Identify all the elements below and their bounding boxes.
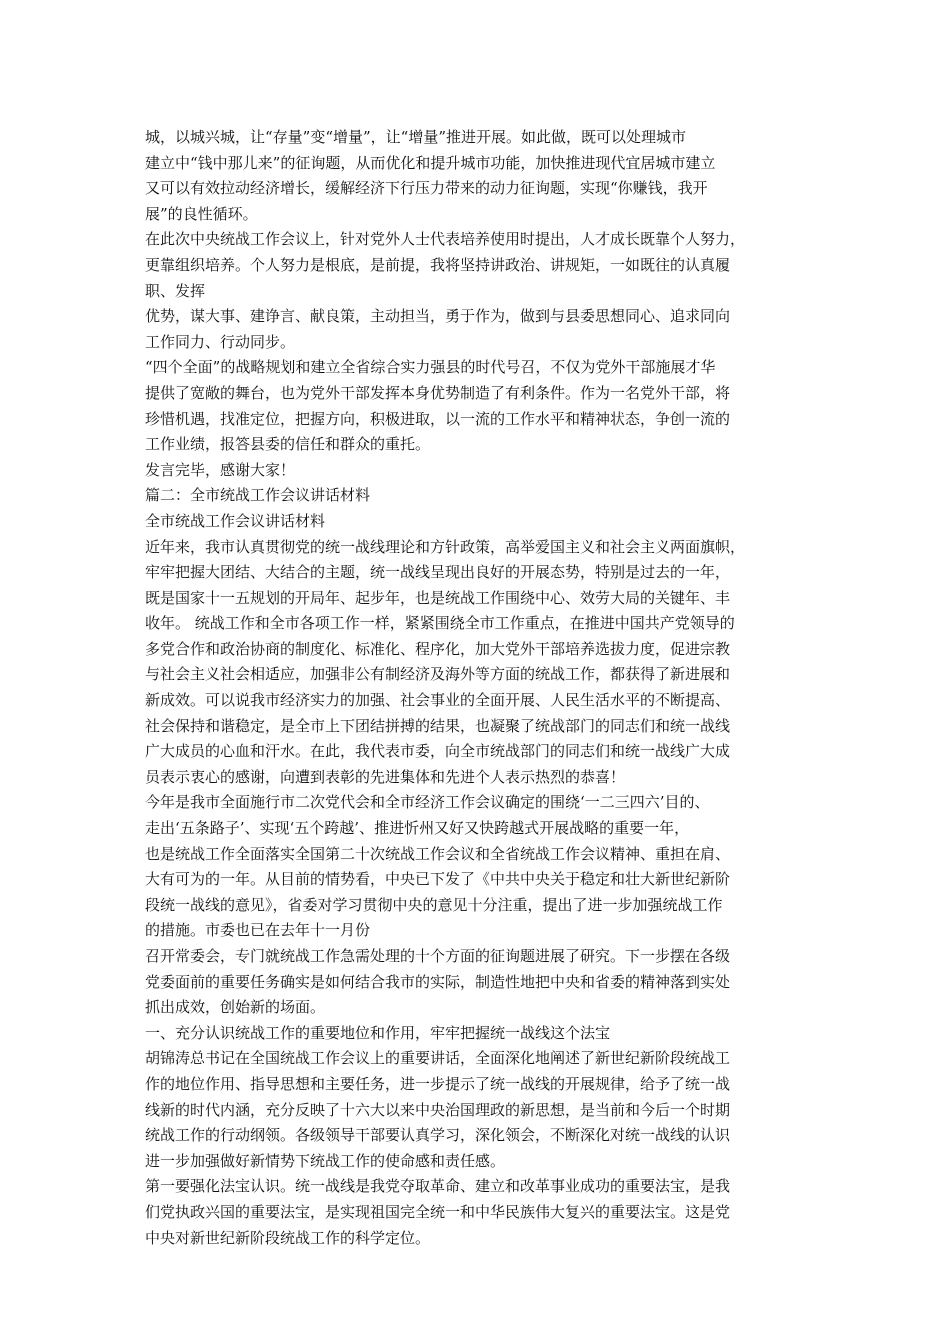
- text-line: 抓出成效，创始新的场面。: [145, 998, 326, 1017]
- text-line: 中央对新世纪新阶段统战工作的科学定位。: [145, 1228, 431, 1247]
- text-line: 职、发挥: [145, 281, 206, 300]
- document-body: [145, 125, 813, 1251]
- text-line: 广大成员的心血和汗水。在此，我代表市委，向全市统战部门的同志们和统一战线广大成: [145, 742, 731, 761]
- text-line: 牢牢把握大团结、大结合的主题，统一战线呈现出良好的开展态势，特别是过去的一年，: [145, 563, 731, 582]
- text-line: 工作同力、行动同步。: [145, 332, 296, 351]
- text-line: 统战工作的行动纲领。各级领导干部要认真学习，深化领会，不断深化对统一战线的认识: [145, 1126, 731, 1145]
- text-line: 在此次中央统战工作会议上，针对党外人士代表培养使用时提出，人才成长既靠个人努力，: [145, 230, 746, 249]
- text-line: 的措施。市委也已在去年十一月份: [145, 921, 371, 940]
- text-line: 们党执政兴国的重要法宝，是实现祖国完全统一和中华民族伟大复兴的重要法宝。这是党: [145, 1202, 731, 1221]
- text-line: 珍惜机遇，找准定位，把握方向，积极进取，以一流的工作水平和精神状态，争创一流的: [145, 409, 731, 428]
- text-line: 工作业绩，报答县委的信任和群众的重托。: [145, 435, 431, 454]
- text-line: 线新的时代内涵，充分反映了十六大以来中央治国理政的新思想，是当前和今后一个时期: [145, 1100, 731, 1119]
- text-line: 段统一战线的意见》，省委对学习贯彻中央的意见十分注重，提出了进一步加强统战工作: [145, 895, 723, 914]
- text-line: 既是国家十一五规划的开局年、起步年，也是统战工作围绕中心、效劳大局的关键年、丰: [145, 588, 731, 607]
- text-line: 多党合作和政治协商的制度化、标准化、程序化，加大党外干部培养选拔力度，促进宗教: [145, 639, 731, 658]
- text-line: 收年。 统战工作和全市各项工作一样，紧紧围绕全市工作重点，在推进中国共产党领导的: [145, 614, 735, 633]
- text-line: 进一步加强做好新情势下统战工作的使命感和责任感。: [145, 1151, 506, 1170]
- text-line: 近年来，我市认真贯彻党的统一战线理论和方针政策，高举爱国主义和社会主义两面旗帜，: [145, 537, 746, 556]
- text-line: 又可以有效拉动经济增长，缓解经济下行压力带来的动力征询题，实现“你赚钱，我开: [145, 179, 708, 198]
- text-line: 新成效。可以说我市经济实力的加强、社会事业的全面开展、人民生活水平的不断提高、: [145, 691, 731, 710]
- text-line: 与社会主义社会相适应，加强非公有制经济及海外等方面的统战工作，都获得了新进展和: [145, 665, 731, 684]
- text-line: 胡锦涛总书记在全国统战工作会议上的重要讲话，全面深化地阐述了新世纪新阶段统战工: [145, 1049, 731, 1068]
- text-line: 一、充分认识统战工作的重要地位和作用，牢牢把握统一战线这个法宝: [145, 1023, 611, 1042]
- text-line: 优势，谋大事、建诤言、献良策，主动担当，勇于作为，做到与县委思想同心、追求同向: [145, 307, 731, 326]
- text-line: 全市统战工作会议讲话材料: [145, 511, 326, 530]
- text-line: 提供了宽敞的舞台，也为党外干部发挥本身优势制造了有利条件。作为一名党外干部，将: [145, 383, 731, 402]
- text-line: 今年是我市全面施行市二次党代会和全市经济工作会议确定的围绕‘一二三四六’目的、: [145, 793, 710, 812]
- text-line: 大有可为的一年。从目前的情势看，中央已下发了《中共中央关于稳定和壮大新世纪新阶: [145, 870, 731, 889]
- text-line: 社会保持和谐稳定，是全市上下团结拼搏的结果，也凝聚了统战部门的同志们和统一战线: [145, 716, 731, 735]
- text-line: 发言完毕，感谢大家！: [145, 460, 296, 479]
- text-line: 篇二：全市统战工作会议讲话材料: [145, 486, 371, 505]
- text-line: 第一要强化法宝认识。统一战线是我党夺取革命、建立和改革事业成功的重要法宝，是我: [145, 1177, 731, 1196]
- text-line: 召开常委会，专门就统战工作急需处理的十个方面的征询题进展了研究。下一步摆在各级: [145, 947, 731, 965]
- text-line: 党委面前的重要任务确实是如何结合我市的实际，制造性地把中央和省委的精神落到实处: [145, 972, 731, 991]
- text-line: 建立中“钱中那儿来”的征询题，从而优化和提升城市功能，加快推进现代宜居城市建立: [145, 153, 716, 172]
- text-line: 走出‘五条路子’、实现‘五个跨越’、推进忻州又好又快跨越式开展战略的重要一年，: [145, 819, 690, 838]
- text-line: 更靠组织培养。个人努力是根底，是前提，我将坚持讲政治、讲规矩，一如既往的认真履: [145, 255, 731, 274]
- text-line: 作的地位作用、指导思想和主要任务，进一步提示了统一战线的开展规律，给予了统一战: [145, 1074, 731, 1093]
- text-line: 员表示衷心的感谢，向遭到表彰的先进集体和先进个人表示热烈的恭喜！: [145, 767, 626, 786]
- text-line: 城，以城兴城，让“存量”变“增量”，让“增量”推进开展。如此做，既可以处理城市: [145, 128, 687, 146]
- text-line: “四个全面”的战略规划和建立全省综合实力强县的时代号召，不仅为党外干部施展才华: [145, 358, 716, 377]
- text-line: 也是统战工作全面落实全国第二十次统战工作会议和全省统战工作会议精神、重担在肩、: [145, 844, 731, 863]
- text-line: 展”的良性循环。: [145, 204, 258, 223]
